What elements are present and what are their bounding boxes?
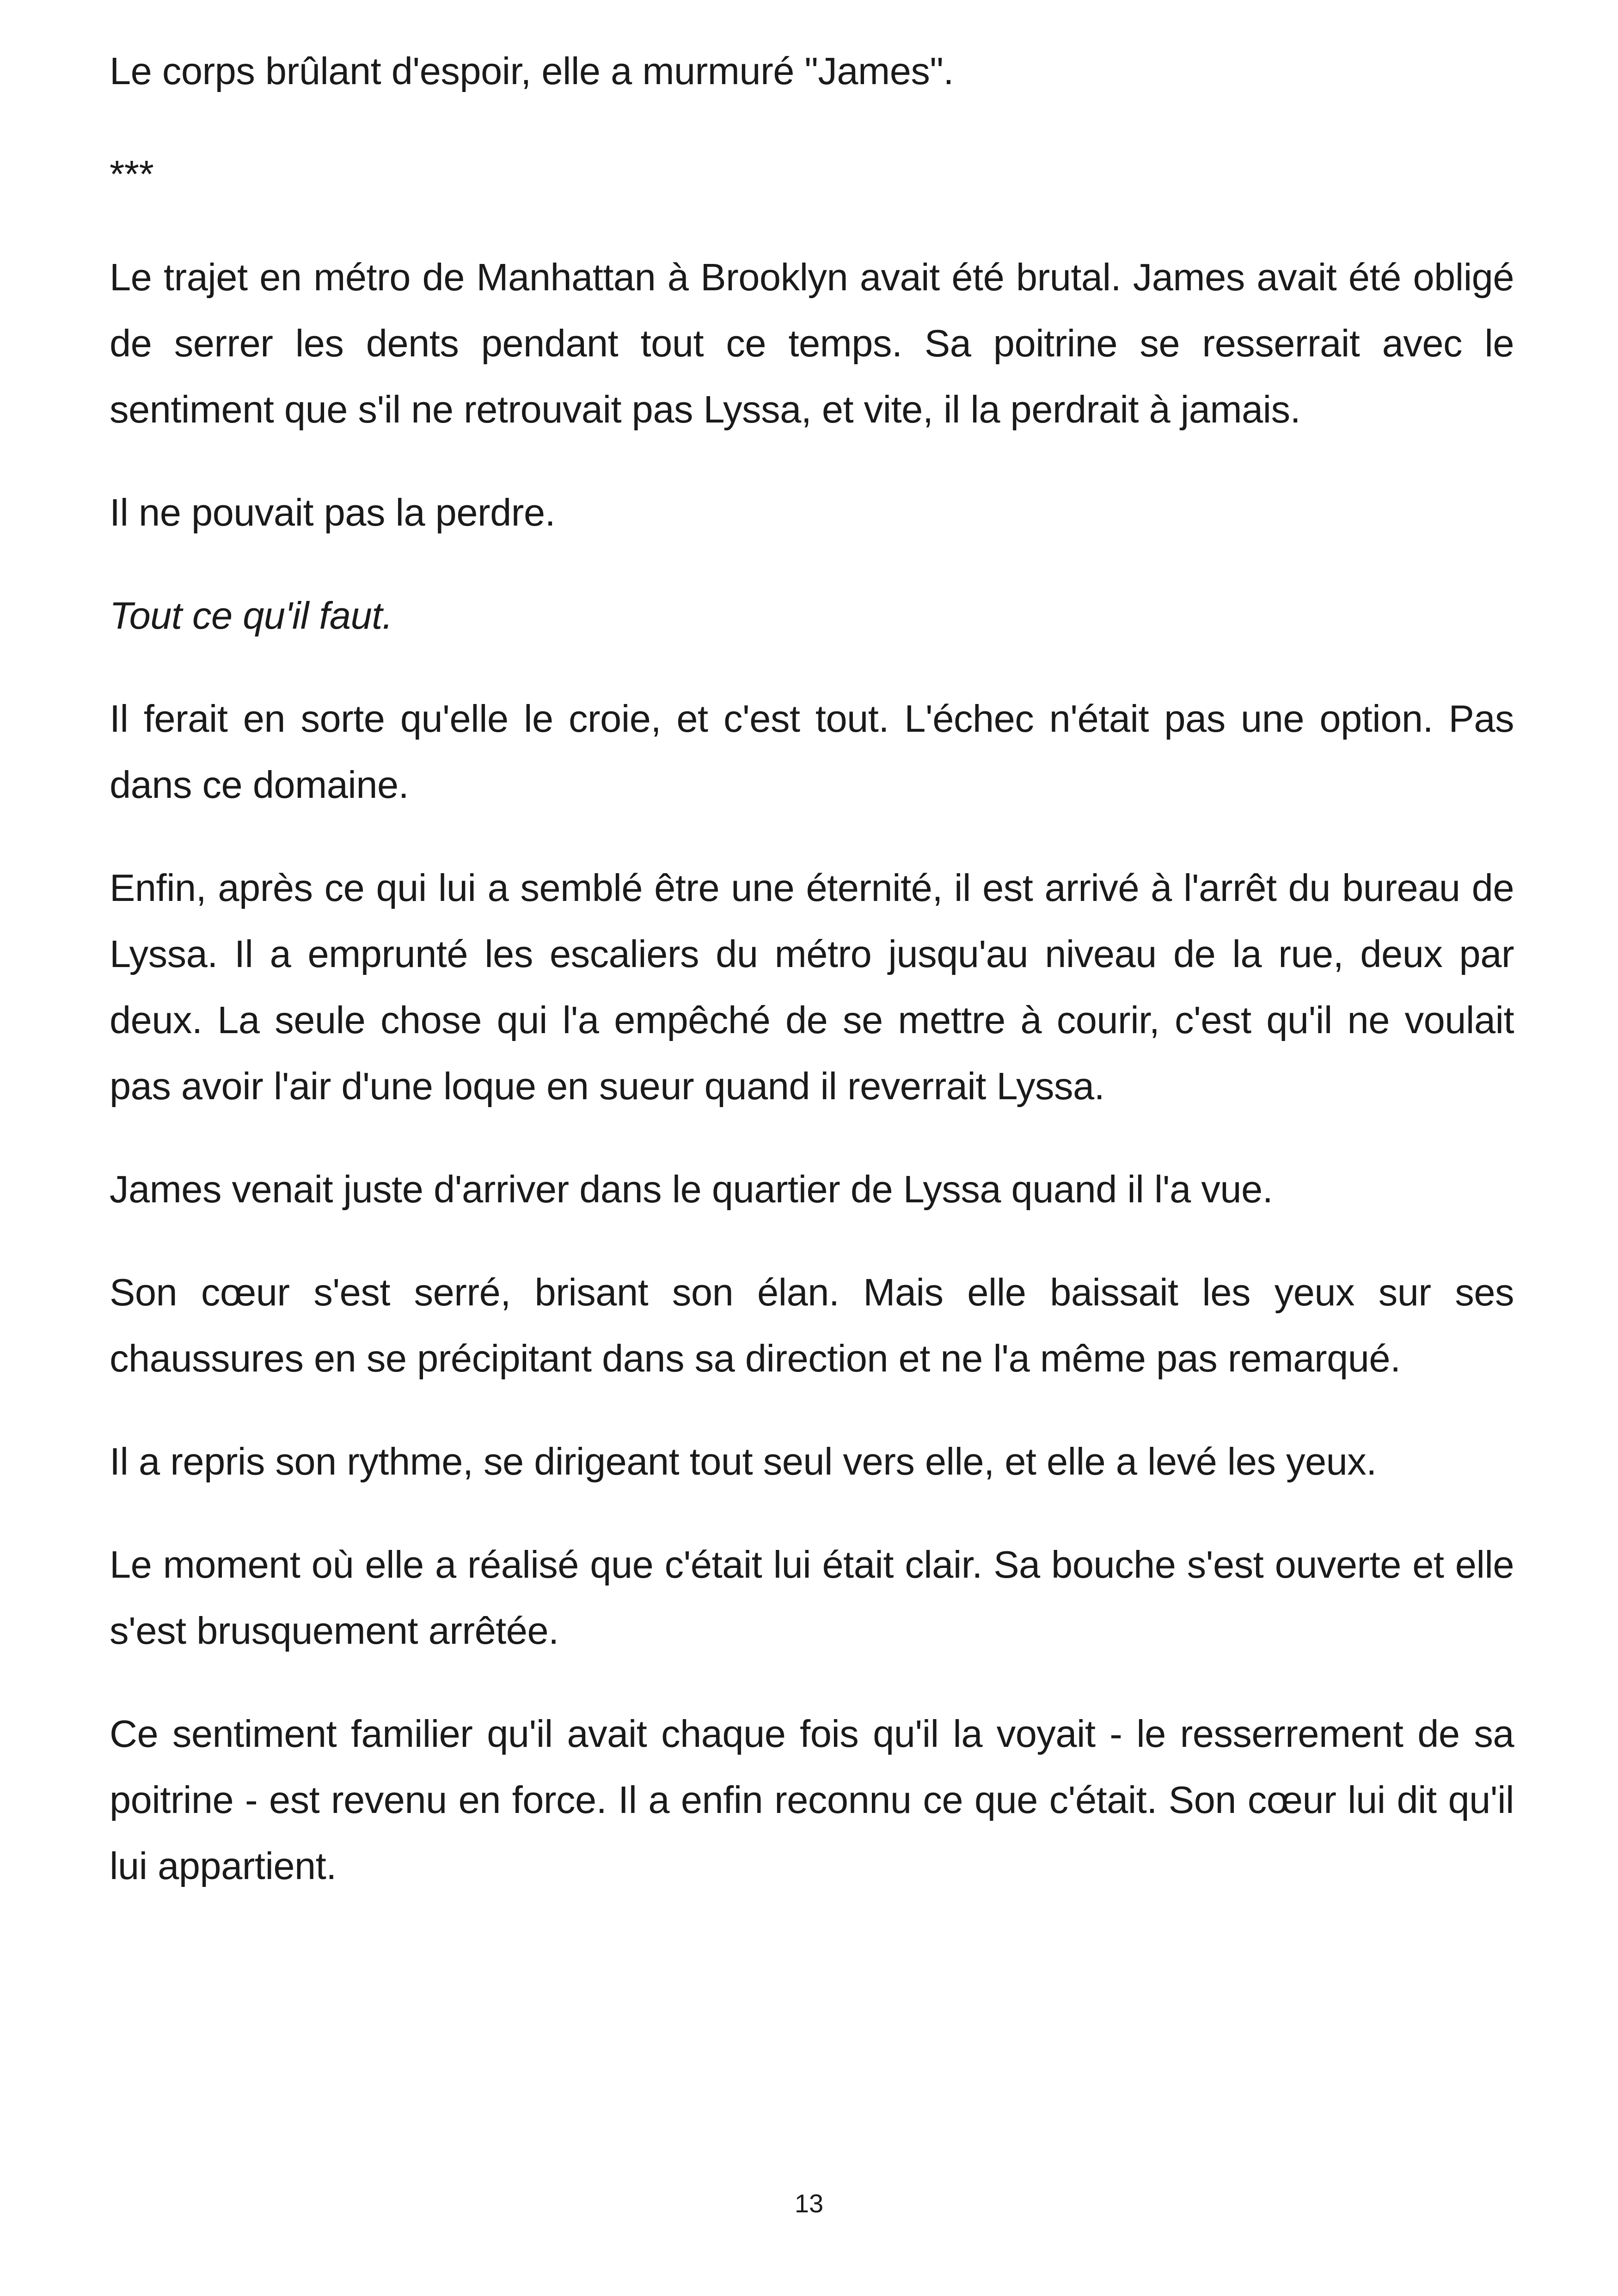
body-text [110,38,1514,1936]
page-number: 13 [794,2189,824,2218]
scene-break: *** [110,153,154,196]
paragraph-she-realized: Le moment où elle a réalisé que c'était lui était clair. Sa bouche s'est ouverte et elle s'est brusquement arrêtée. [110,1543,1514,1652]
paragraph-opening-line: Le corps brûlant d'espoir, elle a murmuré "James". [110,49,954,92]
paragraph-arrival: Enfin, après ce qui lui a semblé être une éternité, il est arrivé à l'arrêt du bureau de Lyssa. Il a emprunté les escaliers du métro jusqu'au niveau de la rue, deux par deux. La seule chose qui l'a empêché de se mettre à courir, c'est qu'il ne voulait pas avoir l'air d'une loque en sueur quand il reverrait Lyssa. [110,866,1514,1108]
paragraph-familiar-feeling: Ce sentiment familier qu'il avait chaque fois qu'il la voyait - le resserrement de sa poitrine - est revenu en force. Il a enfin reconnu ce que c'était. Son cœur lui dit qu'il lui appartient. [110,1712,1514,1887]
paragraph-heart-tightened: Son cœur s'est serré, brisant son élan. Mais elle baissait les yeux sur ses chaussures en se précipitant dans sa direction et ne l'a même pas remarqué. [110,1271,1514,1380]
paragraph-inner-thought: Tout ce qu'il faut. [110,594,393,637]
paragraph-could-not-lose-her: Il ne pouvait pas la perdre. [110,491,556,534]
paragraph-sees-lyssa: James venait juste d'arriver dans le quartier de Lyssa quand il l'a vue. [110,1168,1273,1211]
paragraph-failure-not-option: Il ferait en sorte qu'elle le croie, et c'est tout. L'échec n'était pas une option. Pas dans ce domaine. [110,697,1514,806]
paragraph-resumed-pace: Il a repris son rythme, se dirigeant tout seul vers elle, et elle a levé les yeux. [110,1440,1377,1483]
paragraph-subway-ride: Le trajet en métro de Manhattan à Brooklyn avait été brutal. James avait été obligé de serrer les dents pendant tout ce temps. Sa poitrine se resserrait avec le sentiment que s'il ne retrouvait pas Lyssa, et vite, il la perdrait à jamais. [110,256,1514,431]
